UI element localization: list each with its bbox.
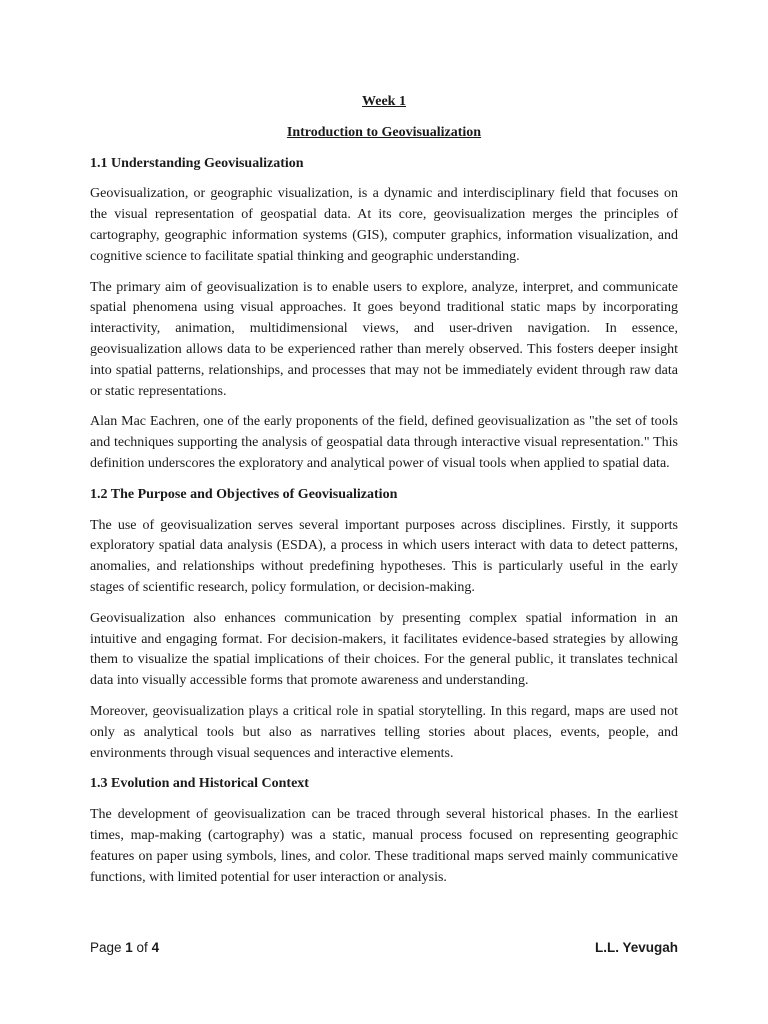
page-total: 4: [151, 940, 160, 955]
document-title: Introduction to Geovisualization: [286, 124, 482, 140]
paragraph: The development of geovisualization can be traced through several historical phases. In the earliest times, map-making (cartography) was a static, manual process focused on representing geographic features on paper using symbols, lines, and color. These traditional maps served mainly communicative functions, with limited potential for user interaction or analysis.: [90, 807, 678, 885]
page-indicator: [90, 940, 159, 955]
section-1-2: [90, 485, 678, 765]
section-heading: 1.1 Understanding Geovisualization: [90, 155, 304, 171]
page-footer: [90, 940, 678, 955]
page-of: of: [132, 940, 152, 955]
paragraph: Geovisualization, or geographic visualization, is a dynamic and interdisciplinary field that focuses on the visual representation of geospatial data. At its core, geovisualization merges the principles of cartography, geographic information systems (GIS), computer graphics, information visualization, and cognitive science to facilitate spatial thinking and geographic understanding.: [90, 186, 678, 264]
document-page: [90, 92, 678, 898]
section-heading: 1.3 Evolution and Historical Context: [90, 776, 309, 792]
page-label: Page: [90, 940, 126, 955]
paragraph: Alan Mac Eachren, one of the early proponents of the field, defined geovisualization as "the set of tools and techniques supporting the analysis of geospatial data through interactive visual representation." This definition underscores the exploratory and analytical power of visual tools when applied to spatial data.: [90, 414, 678, 471]
paragraph: Geovisualization also enhances communication by presenting complex spatial information in an intuitive and engaging format. For decision-makers, it facilitates evidence-based strategies by allowing them to visualize the spatial implications of their choices. For the general public, it translates technical data into visually accessible forms that promote awareness and understanding.: [90, 610, 678, 689]
paragraph: The primary aim of geovisualization is to enable users to explore, analyze, interpret, and communicate spatial phenomena using visual approaches. It goes beyond traditional static maps by incorporating interactivity, animation, multidimensional views, and user-driven navigation. In essence, geovisualization allows data to be experienced rather than merely observed. This fosters deeper insight into spatial patterns, relationships, and processes that may not be immediately evident through raw data or static representations.: [90, 279, 678, 399]
author-name: L.L. Yevugah: [594, 940, 678, 955]
week-heading: Week 1: [362, 94, 406, 109]
section-heading: 1.2 The Purpose and Objectives of Geovisualization: [90, 486, 398, 502]
page-number: 1: [125, 940, 133, 955]
section-1-3: [90, 774, 678, 888]
paragraph: The use of geovisualization serves several important purposes across disciplines. Firstly, it supports exploratory spatial data analysis (ESDA), a process in which users interact with data to detect patterns, anomalies, and relationships without predefining hypotheses. This is particularly useful in the early stages of scientific research, policy formulation, or decision-making.: [90, 517, 678, 595]
section-1-1: [90, 154, 678, 475]
paragraph: Moreover, geovisualization plays a critical role in spatial storytelling. In this regard, maps are used not only as analytical tools but also as narratives telling stories about places, events, people, and environments through visual sequences and interactive elements.: [90, 703, 678, 761]
